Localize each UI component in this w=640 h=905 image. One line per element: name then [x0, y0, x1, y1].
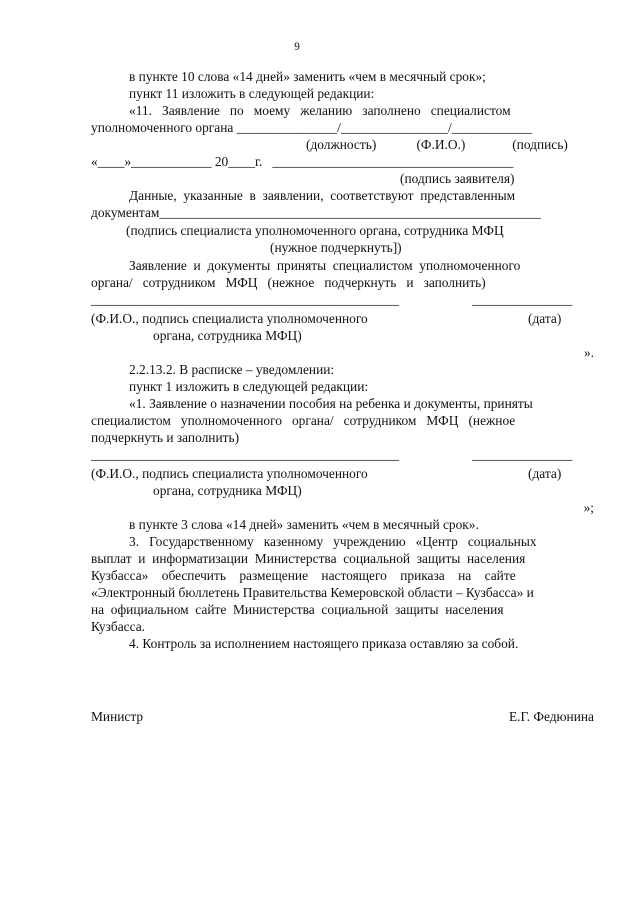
text-line: пункт 1 изложить в следующей редакции:: [129, 379, 369, 394]
text-line: уполномоченного органа _______________/________________/____________: [91, 120, 533, 135]
caption-line: органа, сотрудника МФЦ): [153, 483, 302, 498]
text-line: (подпись заявителя): [400, 171, 515, 186]
text-line: (должность) (Ф.И.О.) (подпись): [306, 137, 568, 152]
signature-line: ______________________________________________: [91, 292, 399, 307]
text-line: 3. Государственному казенному учреждению «Центр социальных: [129, 534, 537, 549]
text-line: (нужное подчеркнуть]): [270, 240, 402, 255]
date-line: _______________: [472, 292, 573, 307]
caption-line: (Ф.И.О., подпись специалиста уполномоченного: [91, 311, 368, 326]
text-line: органа/ сотрудником МФЦ (нежное подчеркнуть и заполнить): [91, 275, 486, 290]
text-line: Данные, указанные в заявлении, соответствуют представленным: [129, 188, 516, 203]
caption-line: (Ф.И.О., подпись специалиста уполномоченного: [91, 466, 368, 481]
signature-title: Министр: [91, 709, 144, 724]
closing-quote: ».: [583, 345, 594, 360]
caption-line: органа, сотрудника МФЦ): [153, 328, 302, 343]
text-line: специалистом уполномоченного органа/ сотрудником МФЦ (нежное: [91, 413, 516, 428]
text-line: 4. Контроль за исполнением настоящего приказа оставляю за собой.: [129, 636, 519, 651]
text-line: «11. Заявление по моему желанию заполнено специалистом: [129, 103, 511, 118]
text-line: подчеркнуть и заполнить): [91, 430, 240, 445]
text-line: пункт 11 изложить в следующей редакции:: [129, 86, 375, 101]
text-line: Кузбасса» обеспечить размещение настоящего приказа на сайте: [91, 568, 516, 583]
text-line: выплат и информатизации Министерства социальной защиты населения: [91, 551, 526, 566]
date-line: _______________: [472, 447, 573, 462]
text-line: в пункте 3 слова «14 дней» заменить «чем в месячный срок».: [129, 517, 479, 532]
signature-line: ______________________________________________: [91, 447, 399, 462]
text-line: Кузбасса.: [91, 619, 146, 634]
text-line: документам_________________________________________________________: [91, 205, 541, 220]
text-line: Заявление и документы приняты специалистом уполномоченного: [129, 258, 521, 273]
text-line: «____»____________ 20____г. ____________________________________: [91, 154, 514, 169]
signature-name: Е.Г. Федюнина: [508, 709, 594, 724]
date-caption: (дата): [528, 466, 562, 481]
text-line: на официальном сайте Министерства социальной защиты населения: [91, 602, 504, 617]
text-line: «Электронный бюллетень Правительства Кемеровской области – Кузбасса» и: [91, 585, 534, 600]
page-number: 9: [294, 39, 300, 53]
text-line: 2.2.13.2. В расписке – уведомлении:: [129, 362, 335, 377]
date-caption: (дата): [528, 311, 562, 326]
text-line: в пункте 10 слова «14 дней» заменить «чем в месячный срок»;: [129, 69, 486, 84]
text-line: «1. Заявление о назначении пособия на ребенка и документы, приняты: [129, 396, 533, 411]
closing-quote: »;: [583, 500, 594, 515]
text-line: (подпись специалиста уполномоченного органа, сотрудника МФЦ: [126, 223, 504, 238]
